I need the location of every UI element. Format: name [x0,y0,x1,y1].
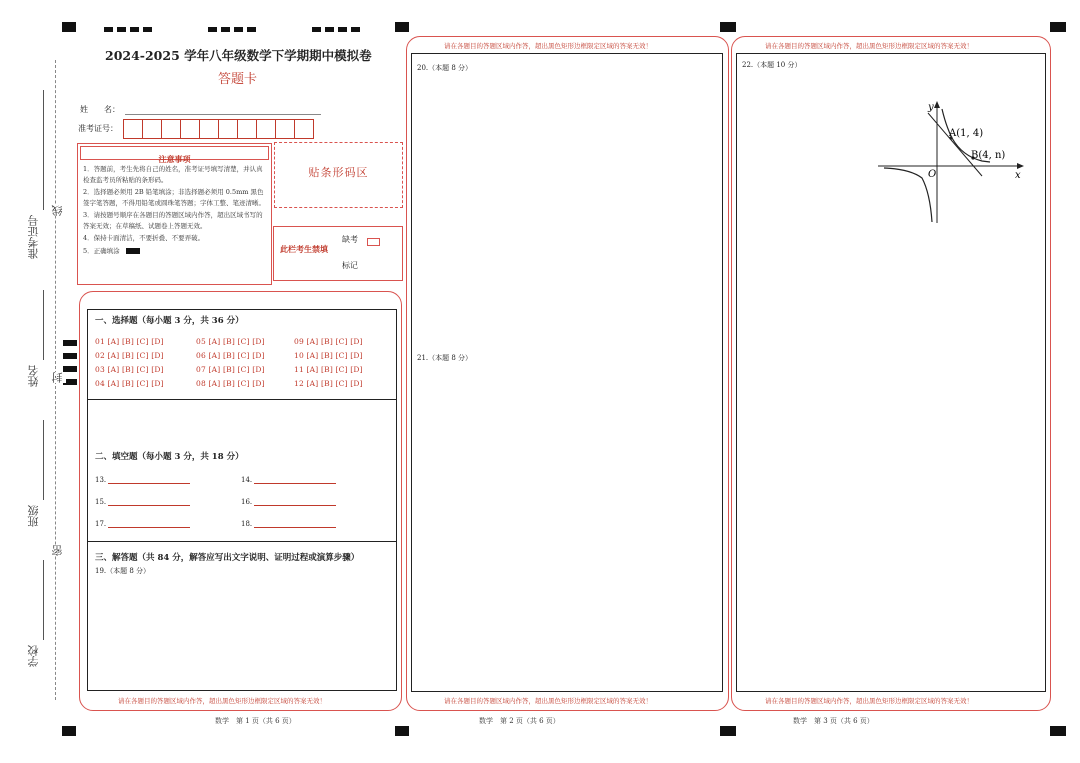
notice-title-bar [80,146,269,164]
margin-class-label: 班级 [27,505,40,527]
point-b-label: B(4, n) [971,150,1006,161]
section-divider [88,541,396,542]
forbidden-box [273,226,403,281]
x-axis-arrow [1017,163,1024,169]
page2-bottom-warning: 请在各题目的答题区域内作答，超出黑色矩形边框限定区域的答案无效！ [444,697,652,705]
alignment-mark [395,22,409,32]
question-20-label: 20.（本题 8 分） [417,64,473,72]
sheet-title: 2024-2025 学年八年级数学下学期期中模拟卷 [105,48,372,63]
fill-blank-14[interactable]: 14. [241,474,336,484]
absent-label: 缺考 [342,235,358,244]
section2-title: 二、填空题（每小题 3 分，共 18 分） [95,452,244,462]
alignment-mark [104,27,156,32]
x-axis-label: x [1015,170,1021,181]
alignment-mark [720,726,736,736]
school-underline [43,560,44,640]
name-field[interactable] [125,114,321,115]
barcode-area [274,142,403,208]
linear-function-line [928,113,982,176]
margin-exam-no-label: 准考证号 [27,215,40,259]
alignment-mark [63,353,77,359]
alignment-mark [1050,726,1066,736]
notice-item: 3．请按题号顺序在各题目的答题区域内作答，超出区域书写的答案无效；在草稿纸、试题卷上答题无效。 [83,211,263,230]
fill-blank-16[interactable]: 16. [241,496,336,506]
section-divider [88,399,396,400]
notice-title: 注意事项 [158,154,191,164]
origin-label: O [928,169,937,180]
absent-checkbox[interactable] [367,238,380,246]
choice-q11[interactable]: 11 [A] [B] [C] [D] [294,365,363,374]
question-21-label: 21.（本题 8 分） [417,354,473,362]
choice-q06[interactable]: 06 [A] [B] [C] [D] [196,351,265,360]
notice-item: 2．选择题必须用 2B 铅笔填涂；非选择题必须用 0.5mm 黑色签字笔答题，不得用铅笔或圆珠笔答题；字体工整、笔迹清晰。 [83,188,265,207]
filled-sample-mark [126,248,140,254]
page1-warning: 请在各题目的答题区域内作答，超出黑色矩形边框限定区域的答案无效！ [118,697,326,705]
fill-blank-18[interactable]: 18. [241,518,336,528]
fill-blank-13[interactable]: 13. [95,474,190,484]
alignment-mark [395,726,409,736]
alignment-mark [720,22,736,32]
y-axis-arrow [934,101,940,108]
choice-q09[interactable]: 09 [A] [B] [C] [D] [294,337,363,346]
alignment-mark [62,726,76,736]
notice-list [83,164,267,258]
question-19-label: 19.（本题 8 分） [95,567,151,575]
point-a-label: A(1, 4) [949,128,984,139]
page2-top-warning: 请在各题目的答题区域内作答，超出黑色矩形边框限定区域的答案无效！ [444,42,652,50]
page1-footer: 数学 第 1 页（共 6 页） [215,717,296,725]
alignment-mark [208,27,260,32]
margin-secret-label: 密 [51,545,64,556]
question-22-label: 22.（本题 10 分） [742,61,802,69]
choice-q02[interactable]: 02 [A] [B] [C] [D] [95,351,164,360]
hyperbola-branch-2 [884,168,932,222]
function-graph [870,98,1030,228]
alignment-mark [1050,22,1066,32]
name-label: 姓 名： [80,105,120,114]
margin-seal-label: 封 [51,372,64,383]
choice-q08[interactable]: 08 [A] [B] [C] [D] [196,379,265,388]
y-axis-label: y [928,102,934,113]
section3-title: 三、解答题（共 84 分，解答应写出文字说明、证明过程或演算步骤） [95,553,360,563]
page3-footer: 数学 第 3 页（共 6 页） [793,717,874,725]
exam-no-label: 准考证号： [78,124,118,133]
forbidden-label: 此栏考生禁填 [280,244,328,254]
margin-line-label: 线 [51,205,64,216]
choice-q04[interactable]: 04 [A] [B] [C] [D] [95,379,164,388]
section1-title: 一、选择题（每小题 3 分，共 36 分） [95,316,244,326]
class-underline [43,420,44,500]
notice-item: 4．保持卡面清洁，不要折叠、不要弄破。 [83,234,205,242]
notice-item: 1．答题前，考生先将自己的姓名，准考证号填写清楚，并认真检查监考员所粘贴的条形码。 [83,165,263,184]
margin-name-label: 姓名 [27,365,40,387]
choice-q03[interactable]: 03 [A] [B] [C] [D] [95,365,164,374]
choice-q05[interactable]: 05 [A] [B] [C] [D] [196,337,265,346]
alignment-mark [63,340,77,346]
alignment-mark [62,22,76,32]
page3-bottom-warning: 请在各题目的答题区域内作答，超出黑色矩形边框限定区域的答案无效！ [765,697,973,705]
page2-answer-area[interactable] [411,53,723,692]
exam-no-underline [43,90,44,210]
sheet-subtitle: 答题卡 [218,72,258,87]
fill-blank-15[interactable]: 15. [95,496,190,506]
choice-q01[interactable]: 01 [A] [B] [C] [D] [95,337,164,346]
choice-q12[interactable]: 12 [A] [B] [C] [D] [294,379,363,388]
alignment-mark [312,27,364,32]
page3-top-warning: 请在各题目的答题区域内作答，超出黑色矩形边框限定区域的答案无效！ [765,42,973,50]
choice-q07[interactable]: 07 [A] [B] [C] [D] [196,365,265,374]
page2-footer: 数学 第 2 页（共 6 页） [479,717,560,725]
choice-q10[interactable]: 10 [A] [B] [C] [D] [294,351,363,360]
fill-blank-17[interactable]: 17. [95,518,190,528]
absent-mark-label: 标记 [342,261,358,270]
notice-item: 5．正确填涂 [83,246,267,257]
name-underline [43,290,44,360]
margin-school-label: 学校 [27,645,40,667]
barcode-label: 贴条形码区 [308,166,369,179]
exam-no-grid[interactable] [124,119,314,139]
